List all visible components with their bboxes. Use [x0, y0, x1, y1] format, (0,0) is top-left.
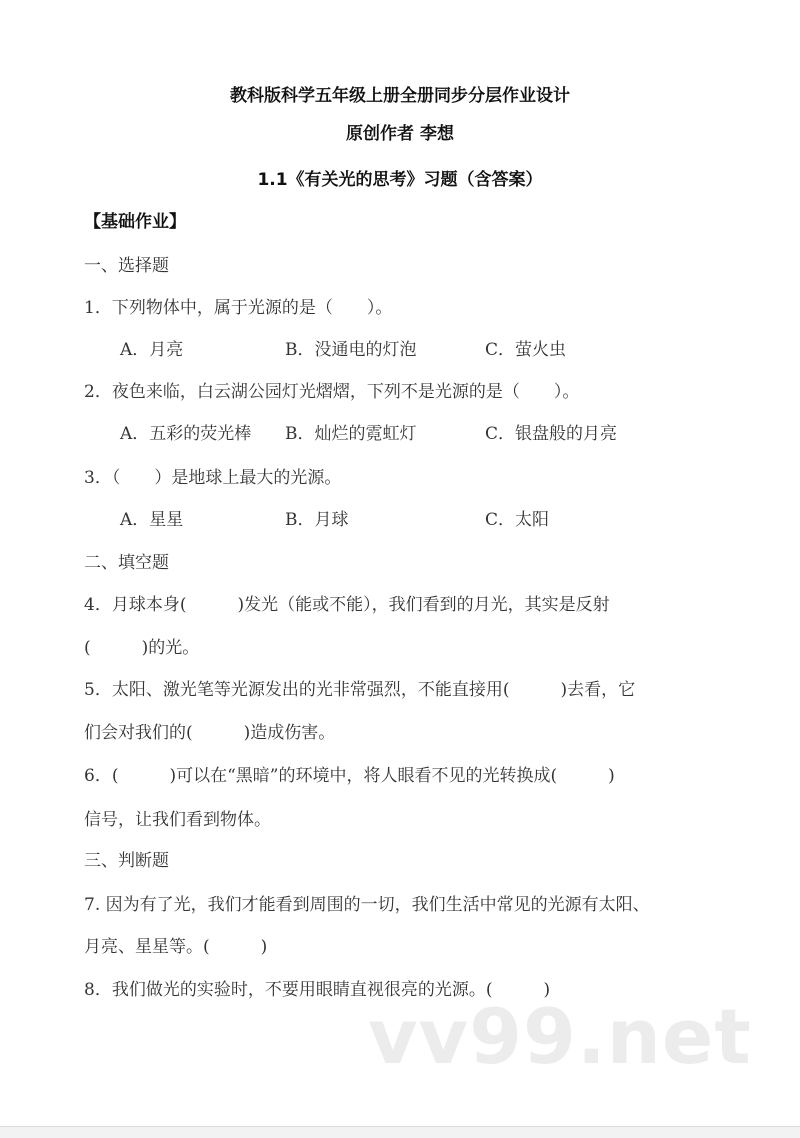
- q3-option-b: B．月球: [285, 510, 349, 530]
- question-6-line1: 6．( )可以在“黑暗”的环境中，将人眼看不见的光转换成( ): [84, 766, 615, 786]
- part3-heading: 三、判断题: [84, 851, 169, 871]
- section-basic-heading: 【基础作业】: [84, 212, 186, 232]
- document-title: 教科版科学五年级上册全册同步分层作业设计: [230, 86, 570, 106]
- watermark: vv99.net: [368, 992, 752, 1081]
- page-bottom-edge: [0, 1126, 800, 1138]
- q1-option-a: A．月亮: [120, 340, 184, 360]
- question-3: 3．（ ）是地球上最大的光源。: [84, 468, 342, 488]
- part2-heading: 二、填空题: [84, 553, 169, 573]
- author-line: 原创作者 李想: [346, 124, 454, 144]
- question-8: 8．我们做光的实验时，不要用眼睛直视很亮的光源。( ): [84, 980, 551, 1000]
- q2-option-a: A．五彩的荧光棒: [120, 424, 252, 444]
- question-5-line2: 们会对我们的( )造成伤害。: [84, 723, 336, 743]
- q2-option-b: B．灿烂的霓虹灯: [285, 424, 417, 444]
- question-2: 2．夜色来临，白云湖公园灯光熠熠，下列不是光源的是（ ）。: [84, 382, 580, 402]
- question-7-line2: 月亮、星星等。( ): [84, 937, 268, 957]
- q3-option-a: A．星星: [120, 510, 184, 530]
- part1-heading: 一、选择题: [84, 256, 169, 276]
- q1-option-c: C．萤火虫: [485, 340, 567, 360]
- question-7-line1: 7. 因为有了光，我们才能看到周围的一切，我们生活中常见的光源有太阳、: [84, 895, 650, 915]
- q3-option-c: C．太阳: [485, 510, 550, 530]
- question-4-line2: ( )的光。: [84, 638, 200, 658]
- question-1: 1．下列物体中，属于光源的是（ ）。: [84, 298, 393, 318]
- question-6-line2: 信号，让我们看到物体。: [84, 810, 271, 830]
- lesson-subtitle: 1.1《有关光的思考》习题（含答案）: [257, 170, 543, 190]
- q2-option-c: C．银盘般的月亮: [485, 424, 618, 444]
- q1-option-b: B．没通电的灯泡: [285, 340, 417, 360]
- question-5-line1: 5．太阳、激光笔等光源发出的光非常强烈，不能直接用( )去看，它: [84, 680, 636, 700]
- question-4-line1: 4．月球本身( )发光（能或不能），我们看到的月光，其实是反射: [84, 595, 610, 615]
